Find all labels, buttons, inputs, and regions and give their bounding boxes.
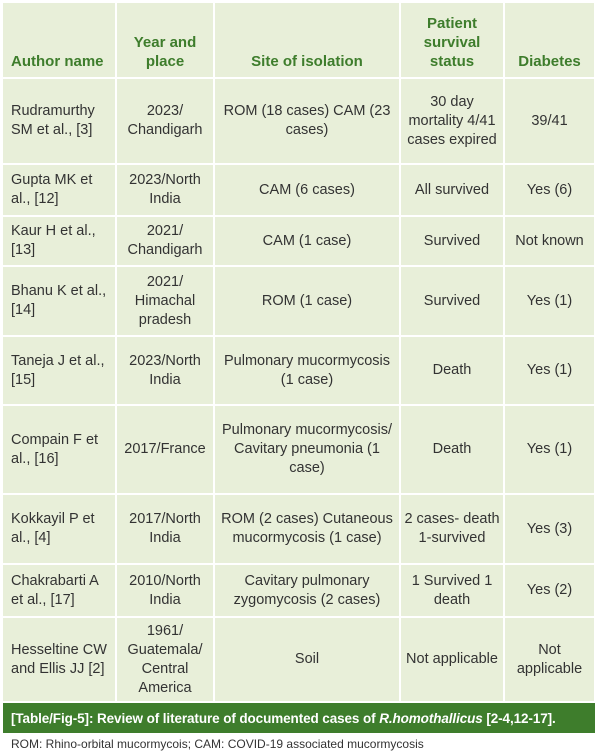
header-author: Author name	[3, 3, 116, 78]
cell-site: CAM (6 cases)	[214, 164, 400, 216]
cell-site: ROM (18 cases) CAM (23 cases)	[214, 78, 400, 164]
table-row	[3, 266, 595, 336]
table-row	[3, 494, 595, 564]
caption-label: [Table/Fig-5]:	[11, 711, 94, 726]
cell-diabetes: Yes (1)	[504, 336, 595, 405]
cell-site: Cavitary pulmonary zygomycosis (2 cases)	[214, 564, 400, 617]
cell-author: Compain F et al., [16]	[3, 405, 116, 494]
cell-diabetes: Yes (1)	[504, 266, 595, 336]
cell-site: Pulmonary mucormycosis/ Cavitary pneumonia (1 case)	[214, 405, 400, 494]
cell-year-place: 2021/ Chandigarh	[116, 216, 214, 266]
cell-year-place: 2023/North India	[116, 336, 214, 405]
cell-year-place: 2017/France	[116, 405, 214, 494]
header-survival: Patient survival status	[400, 3, 504, 78]
table-row	[3, 216, 595, 266]
cell-survival: 30 day mortality 4/41 cases expired	[400, 78, 504, 164]
literature-review-table	[3, 3, 596, 703]
cell-author: Kokkayil P et al., [4]	[3, 494, 116, 564]
cell-year-place: 2023/ Chandigarh	[116, 78, 214, 164]
header-row	[3, 3, 595, 78]
cell-diabetes: Yes (2)	[504, 564, 595, 617]
cell-year-place: 2021/ Himachal pradesh	[116, 266, 214, 336]
cell-diabetes: Yes (1)	[504, 405, 595, 494]
cell-author: Hesseltine CW and Ellis JJ [2]	[3, 617, 116, 702]
cell-year-place: 2010/North India	[116, 564, 214, 617]
table-row	[3, 564, 595, 617]
cell-author: Gupta MK et al., [12]	[3, 164, 116, 216]
cell-author: Rudramurthy SM et al., [3]	[3, 78, 116, 164]
cell-diabetes: Not applicable	[504, 617, 595, 702]
cell-year-place: 2017/North India	[116, 494, 214, 564]
table-row	[3, 405, 595, 494]
cell-diabetes: Not known	[504, 216, 595, 266]
cell-author: Bhanu K et al., [14]	[3, 266, 116, 336]
cell-site: CAM (1 case)	[214, 216, 400, 266]
cell-site: Pulmonary mucormycosis (1 case)	[214, 336, 400, 405]
cell-author: Taneja J et al., [15]	[3, 336, 116, 405]
cell-survival: Survived	[400, 266, 504, 336]
table-row	[3, 78, 595, 164]
cell-survival: Death	[400, 405, 504, 494]
caption-text: Review of literature of documented cases of	[97, 711, 376, 726]
cell-survival: Survived	[400, 216, 504, 266]
cell-survival: All survived	[400, 164, 504, 216]
figure-table-5	[3, 3, 595, 752]
cell-diabetes: Yes (6)	[504, 164, 595, 216]
cell-survival: Death	[400, 336, 504, 405]
table-row	[3, 336, 595, 405]
cell-author: Kaur H et al., [13]	[3, 216, 116, 266]
cell-diabetes: Yes (3)	[504, 494, 595, 564]
cell-survival: 2 cases- death 1-survived	[400, 494, 504, 564]
cell-diabetes: 39/41	[504, 78, 595, 164]
header-year-place: Year and place	[116, 3, 214, 78]
cell-survival: Not applicable	[400, 617, 504, 702]
header-diabetes: Diabetes	[504, 3, 595, 78]
cell-year-place: 1961/ Guatemala/ Central America	[116, 617, 214, 702]
cell-site: Soil	[214, 617, 400, 702]
header-site: Site of isolation	[214, 3, 400, 78]
cell-site: ROM (1 case)	[214, 266, 400, 336]
caption-references: [2-4,12-17].	[486, 711, 556, 726]
cell-site: ROM (2 cases) Cutaneous mucormycosis (1 case)	[214, 494, 400, 564]
table-row	[3, 164, 595, 216]
cell-author: Chakrabarti A et al., [17]	[3, 564, 116, 617]
caption-species: R.homothallicus	[379, 711, 483, 726]
cell-survival: 1 Survived 1 death	[400, 564, 504, 617]
cell-year-place: 2023/North India	[116, 164, 214, 216]
table-row	[3, 617, 595, 702]
table-caption	[3, 703, 595, 733]
abbreviation-footnote: ROM: Rhino-orbital mucormycois; CAM: COVID-19 associated mucormycosis	[11, 737, 424, 751]
